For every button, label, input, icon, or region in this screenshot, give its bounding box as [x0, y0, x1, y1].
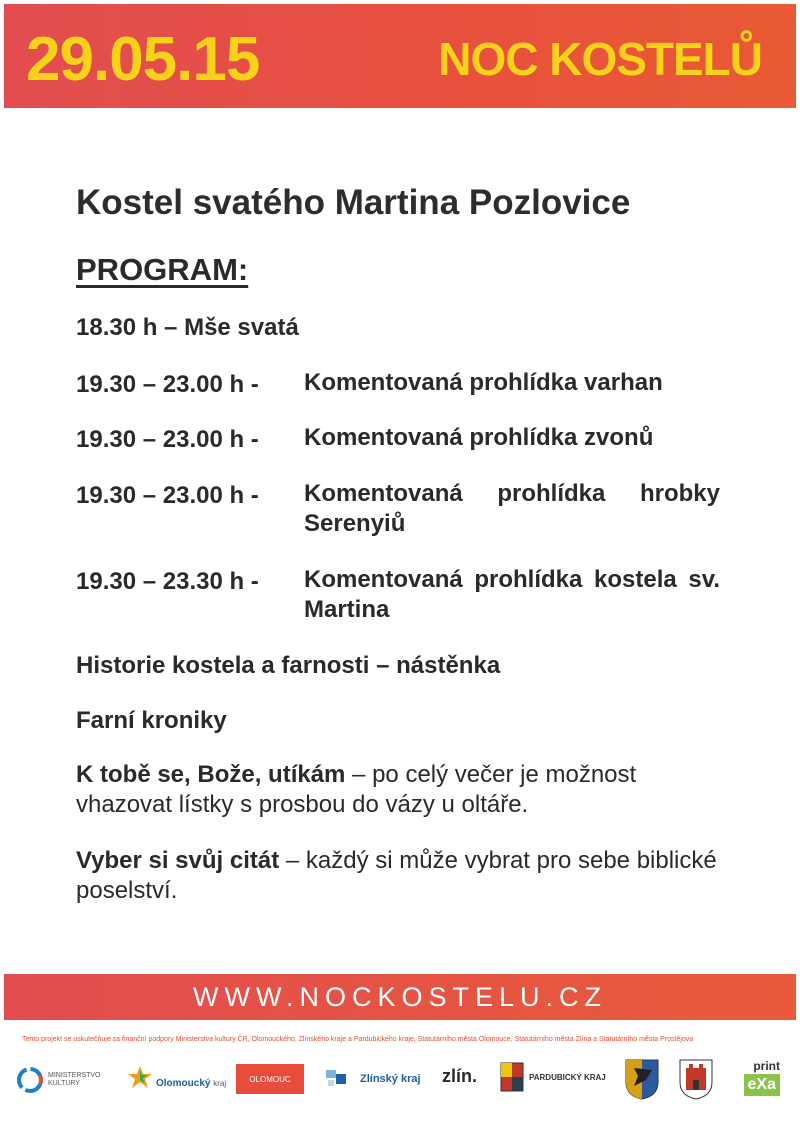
program-description: Komentovaná prohlídka kostela sv. Martina — [304, 566, 720, 623]
quote-paragraph — [76, 846, 736, 906]
top-banner — [4, 4, 796, 108]
shield-icon — [624, 1058, 660, 1100]
program-description: Komentovaná prohlídka hrobky Serenyiů — [304, 480, 720, 537]
event-date: 29.05.15 — [26, 25, 260, 94]
event-title: NOC KOSTELŮ — [438, 33, 762, 85]
olomouc-label: OLOMOUC — [249, 1074, 291, 1084]
zlin-logo — [442, 1066, 477, 1087]
pardubicky-label: PARDUBICKÝ KRAJ — [529, 1072, 606, 1082]
olomoucky-suffix: kraj — [213, 1079, 227, 1088]
quote-text: – každý si může vybrat pro sebe biblické poselství. — [76, 847, 717, 904]
ministry-line1: MINISTERSTVO — [48, 1072, 101, 1079]
program-heading: PROGRAM: — [76, 252, 249, 287]
star-icon — [126, 1066, 154, 1088]
zlin-label: zlín. — [442, 1066, 477, 1086]
exa-label: eXa — [744, 1074, 780, 1096]
prayer-title: K tobě se, Bože, utíkám — [76, 761, 346, 788]
sponsor-logos — [0, 1058, 800, 1108]
program-time: 19.30 – 23.00 h - — [76, 426, 259, 453]
program-description: Komentovaná prohlídka varhan — [304, 369, 663, 396]
funding-note: Tento projekt se uskutečňuje za finanční podpory Ministerstva kultury ČR, Olomouckého, Zlínského kraje a Pardubického kraje, Statutárního města Olomouce, Statutárního města Zlína a Statutárního města Prostějova — [22, 1036, 694, 1043]
print-exa-logo — [728, 1060, 780, 1100]
olomoucky-label: Olomoucký — [156, 1078, 211, 1089]
program-description: Komentovaná prohlídka zvonů — [304, 424, 654, 451]
ministry-circle-icon — [16, 1066, 44, 1094]
coat-of-arms-icon — [500, 1062, 524, 1092]
prayer-paragraph — [76, 760, 736, 820]
program-time: 19.30 – 23.00 h - — [76, 482, 259, 509]
program-time: 19.30 – 23.00 h - — [76, 371, 259, 398]
olomoucky-kraj-logo — [126, 1064, 226, 1089]
bottom-banner — [4, 974, 796, 1020]
city-coat-of-arms-1 — [624, 1058, 660, 1100]
chronicles-item: Farní kroniky — [76, 707, 227, 734]
zlinsky-kraj-logo — [326, 1070, 421, 1088]
print-label: print — [753, 1059, 780, 1073]
zlinsky-label: Zlínský kraj — [360, 1073, 421, 1085]
church-title: Kostel svatého Martina Pozlovice — [76, 183, 631, 222]
website-link[interactable]: WWW.NOCKOSTELU.CZ — [193, 982, 607, 1012]
history-item: Historie kostela a farnosti – nástěnka — [76, 652, 501, 679]
city-coat-of-arms-2 — [678, 1058, 714, 1100]
quote-title: Vyber si svůj citát — [76, 847, 280, 874]
program-item-mass: 18.30 h – Mše svatá — [76, 314, 299, 341]
ministry-logo — [16, 1066, 101, 1094]
blocks-icon — [326, 1070, 356, 1088]
prayer-text: – po celý večer je možnost vhazovat lístky s prosbou do vázy u oltáře. — [76, 761, 637, 818]
shield-icon — [678, 1058, 714, 1100]
ministry-line2: KULTURY — [48, 1080, 81, 1087]
olomouc-logo — [236, 1064, 304, 1094]
program-time: 19.30 – 23.30 h - — [76, 568, 259, 595]
pardubicky-kraj-logo — [500, 1062, 606, 1092]
